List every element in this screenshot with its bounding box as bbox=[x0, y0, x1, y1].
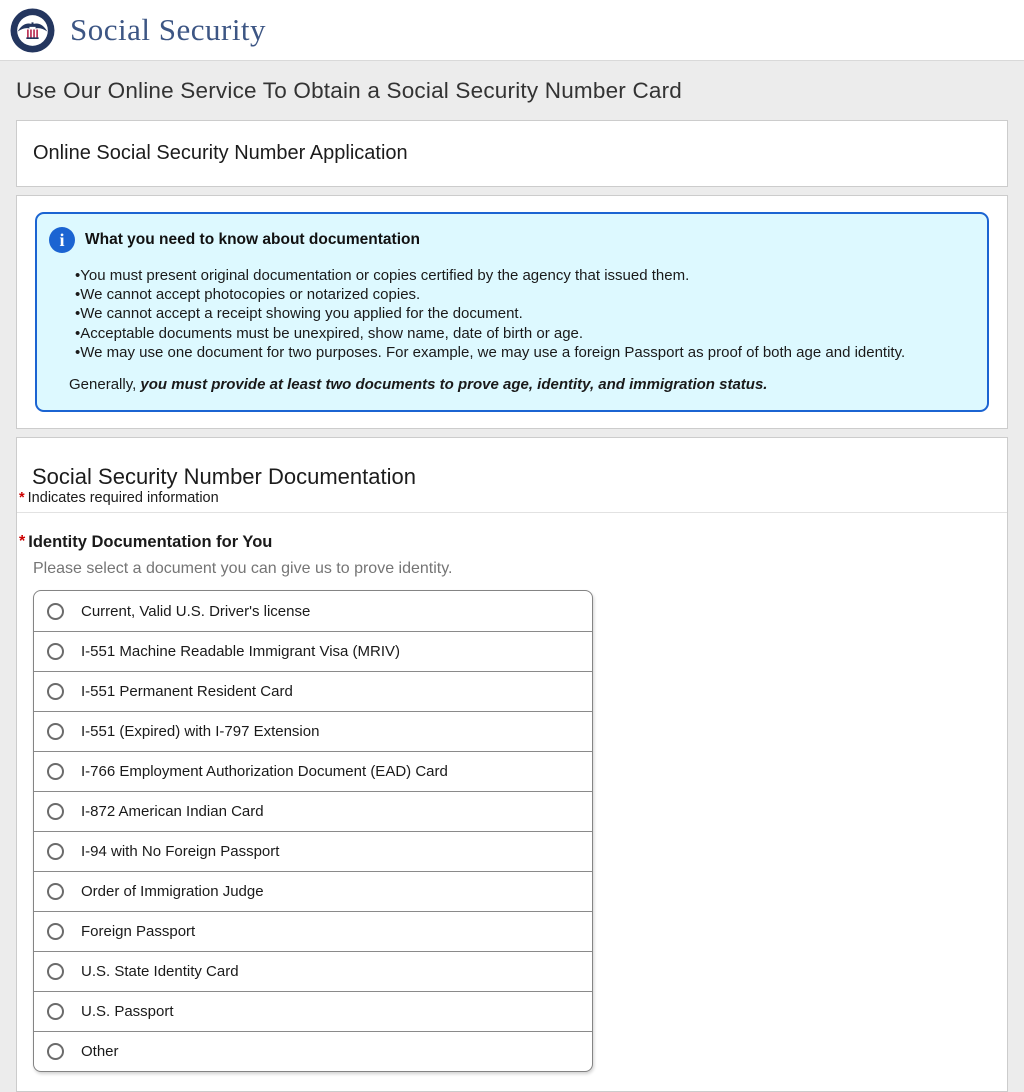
info-bullet: • We cannot accept a receipt showing you applied for the document. bbox=[75, 304, 969, 323]
documentation-card bbox=[16, 437, 1008, 1092]
info-bullet: • We may use one document for two purposes. For example, we may use a foreign Passport as proof of both age and identity. bbox=[75, 343, 969, 362]
radio-button-icon[interactable] bbox=[47, 1043, 64, 1060]
question-label bbox=[19, 533, 991, 552]
radio-button-icon[interactable] bbox=[47, 923, 64, 940]
documentation-section-header bbox=[17, 438, 1007, 513]
radio-button-icon[interactable] bbox=[47, 843, 64, 860]
identity-doc-option-label: I-551 Permanent Resident Card bbox=[81, 683, 293, 701]
identity-doc-option-label: Current, Valid U.S. Driver's license bbox=[81, 602, 311, 620]
radio-button-icon[interactable] bbox=[47, 963, 64, 980]
radio-button-icon[interactable] bbox=[47, 1003, 64, 1020]
radio-button-icon[interactable] bbox=[47, 643, 64, 660]
identity-doc-option[interactable] bbox=[34, 631, 592, 671]
info-bullet-list bbox=[49, 266, 969, 362]
identity-doc-option-label: I-551 Machine Readable Immigrant Visa (MRIV) bbox=[81, 643, 401, 661]
info-card bbox=[16, 195, 1008, 429]
identity-doc-option[interactable] bbox=[34, 711, 592, 751]
identity-doc-option-label: Foreign Passport bbox=[81, 923, 196, 941]
identity-doc-option-label: Other bbox=[81, 1043, 119, 1061]
question-instruction: Please select a document you can give us to prove identity. bbox=[33, 560, 453, 578]
brand-title: Social Security bbox=[70, 12, 267, 47]
app-header bbox=[0, 0, 1024, 61]
application-card bbox=[16, 120, 1008, 187]
info-footnote-prefix: Generally, bbox=[69, 376, 141, 394]
identity-doc-option[interactable] bbox=[34, 1031, 592, 1071]
identity-doc-option-label: I-872 American Indian Card bbox=[81, 803, 264, 821]
identity-doc-option-label: I-766 Employment Authorization Document (EAD) Card bbox=[81, 763, 448, 781]
page-body bbox=[0, 78, 1024, 1092]
radio-button-icon[interactable] bbox=[47, 723, 64, 740]
required-information-note bbox=[19, 490, 991, 506]
documentation-infobox bbox=[35, 212, 989, 412]
radio-button-icon[interactable] bbox=[47, 683, 64, 700]
radio-button-icon[interactable] bbox=[47, 603, 64, 620]
ssa-seal-icon bbox=[10, 8, 55, 53]
identity-doc-option[interactable] bbox=[34, 951, 592, 991]
info-bullet: • Acceptable documents must be unexpired, show name, date of birth or age. bbox=[75, 324, 969, 343]
question-title: Identity Documentation for You bbox=[28, 533, 273, 552]
radio-button-icon[interactable] bbox=[47, 883, 64, 900]
info-bullet: • We cannot accept photocopies or notarized copies. bbox=[75, 285, 969, 304]
documentation-section-title: Social Security Number Documentation bbox=[32, 464, 416, 490]
identity-doc-option-label: Order of Immigration Judge bbox=[81, 883, 264, 901]
identity-doc-option-label: I-551 (Expired) with I-797 Extension bbox=[81, 723, 320, 741]
infobox-header bbox=[49, 227, 969, 253]
identity-doc-option-label: U.S. Passport bbox=[81, 1003, 174, 1021]
identity-doc-option[interactable] bbox=[34, 671, 592, 711]
info-footnote-emphasis: you must provide at least two documents to prove age, identity, and immigration status. bbox=[140, 376, 768, 394]
identity-doc-option[interactable] bbox=[34, 751, 592, 791]
info-footnote bbox=[49, 376, 969, 393]
radio-button-icon[interactable] bbox=[47, 763, 64, 780]
identity-documentation-question bbox=[17, 513, 1007, 1072]
identity-doc-option[interactable] bbox=[34, 911, 592, 951]
identity-doc-option-label: U.S. State Identity Card bbox=[81, 963, 239, 981]
identity-doc-option[interactable] bbox=[34, 791, 592, 831]
identity-doc-option[interactable] bbox=[34, 831, 592, 871]
required-note-text: Indicates required information bbox=[27, 490, 219, 507]
required-asterisk: * bbox=[19, 490, 25, 507]
info-icon: i bbox=[49, 227, 75, 253]
identity-doc-options bbox=[33, 590, 593, 1072]
infobox-title: What you need to know about documentation bbox=[85, 231, 420, 248]
info-bullet: • You must present original documentation or copies certified by the agency that issued them. bbox=[75, 266, 969, 285]
required-asterisk: * bbox=[19, 533, 26, 551]
identity-doc-option[interactable] bbox=[34, 991, 592, 1031]
identity-doc-option-label: I-94 with No Foreign Passport bbox=[81, 843, 280, 861]
identity-doc-option[interactable] bbox=[34, 591, 592, 631]
radio-button-icon[interactable] bbox=[47, 803, 64, 820]
application-card-title: Online Social Security Number Application bbox=[33, 142, 408, 164]
identity-doc-option[interactable] bbox=[34, 871, 592, 911]
page-title: Use Our Online Service To Obtain a Social Security Number Card bbox=[16, 78, 683, 103]
